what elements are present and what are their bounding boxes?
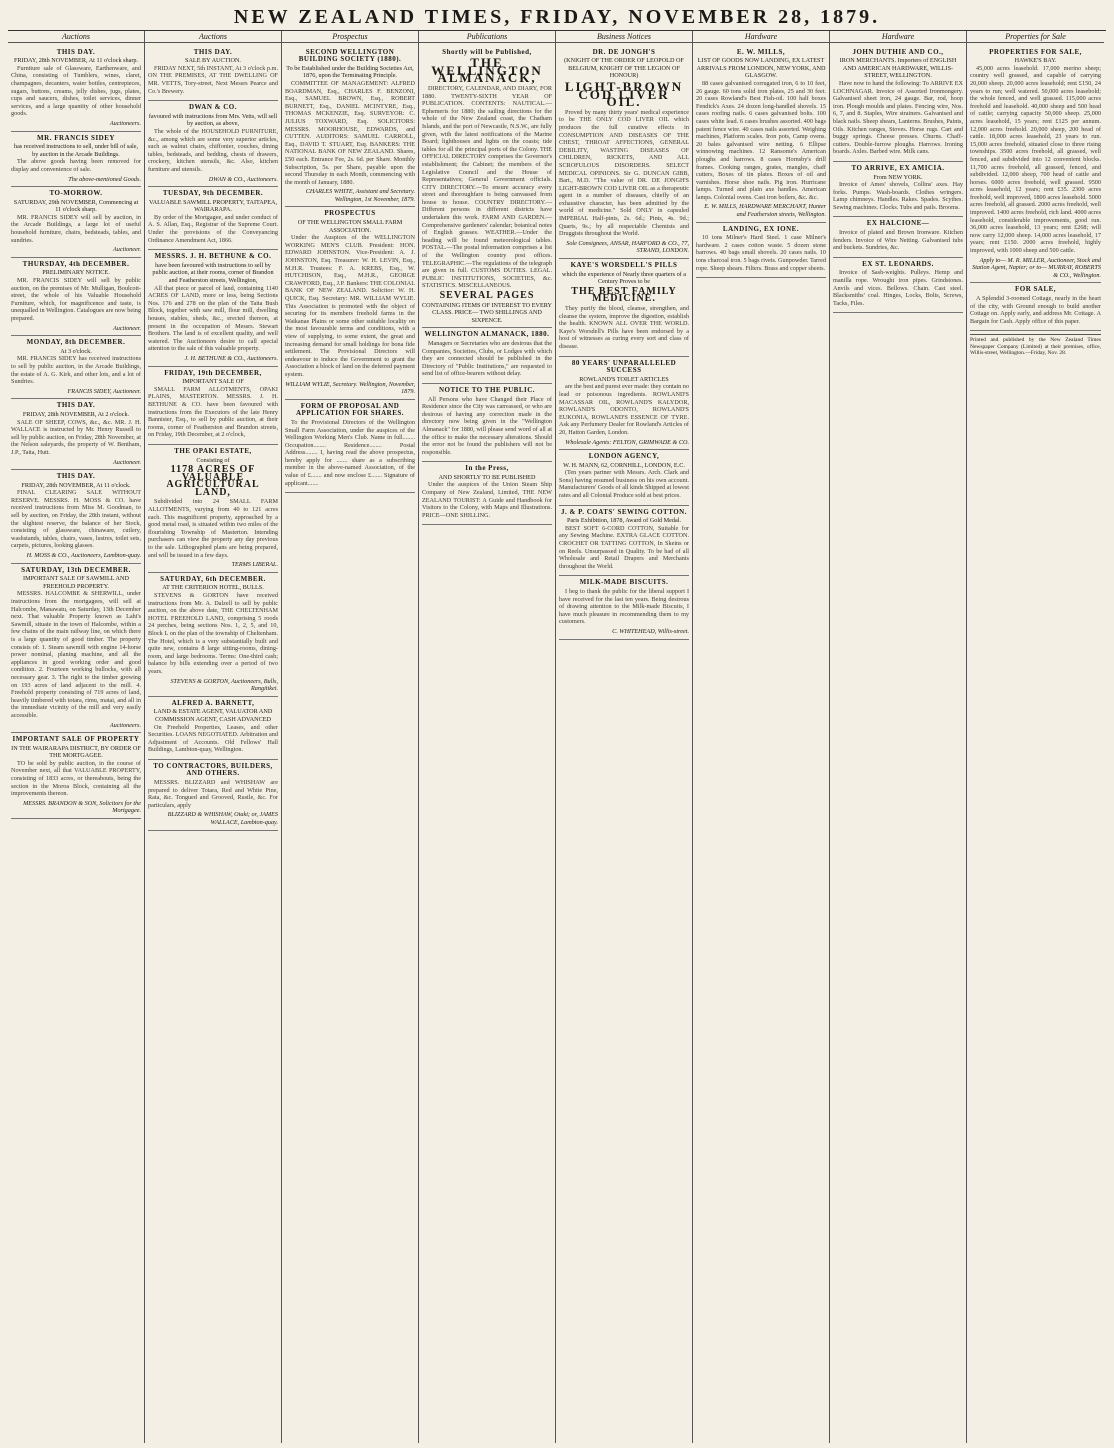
column-6 [693,31,830,1443]
ad-signature: Sole Consignees, ANSAR, HARFORD & CO., 77, STRAND, LONDON. [566,239,689,255]
ad-display-line: 1178 ACRES OF VALUABLE AGRICULTURAL LAND, [166,464,260,498]
ad-body: MESSRS. BLIZZARD and WHISHAW are prepared to deliver Totara, Red and White Pine, Rata, &c. Tongued and Grooved, Rustle, &c. For particulars, apply [148,779,278,809]
ad-signature: The above-mentioned Goods. [68,175,141,183]
ad-heading: THE OPAKI ESTATE, [174,446,252,455]
ad-body: Proved by many thirty years' medical experience to be THE ONLY COD LIVER OIL which produces the full curative effects in CONSUMPTION AND DISEASES OF THE CHEST, THROAT AFFECTIONS, GENERAL DEBILITY, WASTING DISEASES OF CHILDREN, RICKETS, AND ALL SCROFULOUS DISORDERS. SELECT MEDICAL OPINIONS. Sir G. DUNCAN GIBB, Bart., M.D. "The value of DR. DE JONGH'S LIGHT-BROWN COD LIVER OIL as a therapeutic agent in a number of diseases, chiefly of an exhaustive character, has been admitted by the world of medicine." Sold ONLY in capsuled IMPERIAL Half-pints, 2s. 6d.; Pints, 4s. 9d.; Quarts, 9s.; by all respectable Chemists and Druggists throughout the World. [559,108,689,238]
advertisement [11,733,141,819]
ad-body: On Freehold Properties, Leases, and other Securities. LOANS NEGOTIATED. Arbitration and Adjustment of Accounts. Old Fellows' Hall Buildings, Lambton-quay, Wellington. [148,723,278,754]
ad-body: Invoice of Ames' shovels, Collins' axes. Hay forks. Pumps. Wash-boards. Clothes wringers. Lamp chimneys. Handles. Rakes. Spades. Scythes. Sewing machines. Clocks. Tubs and pails. Brooms. [833,181,963,211]
ad-subheading: FRIDAY, 28th NOVEMBER, At 2 o'clock. [22,410,130,418]
advertisement [11,336,141,399]
ad-signature: FRANCIS SIDEY, Auctioneer. [67,387,141,395]
ad-heading: J. & P. COATS' SEWING COTTON. [560,507,687,516]
ad-heading: IMPORTANT SALE OF PROPERTY [12,735,140,744]
column-heading: Business Notices [556,33,692,43]
ad-signature: Auctioneers. [109,119,141,127]
ad-body: Invoice of plated and Brown Ironware. Kitchen fenders. Invoice of Wire Netting. Galvanised tubs and buckets. Sundries, &c. [833,229,963,252]
advertisement [833,46,963,162]
ad-subheading: VALUABLE SAWMILL PROPERTY, TAITAPEA, WAIRARAPA. [148,198,278,214]
column-heading: Hardware [693,33,829,43]
advertisement [422,328,552,384]
ad-body: FRIDAY NEXT, 5th INSTANT, At 3 o'clock p.m. ON THE PREMISES, AT THE DWELLING OF MR. VETTS, Tory-street, Next Messrs Pearce and Co.'s Brewery. [148,64,278,95]
ad-body: Have now to hand the following: To ARRIVE EX LOCHNAGAR. Invoice of Assorted Ironmongery. Galvanised sheet iron, 24 gauge. Bar, rod, hoop iron. Plough moulds and plates. Fencing wire, Nos. 6, 7, and 8. Staples, Wire strainers. Galvanised and black nails. Sheep shears, Lanterns. Brushes, Paints, Oils. Kitchen ranges, Stoves. Horse rugs. Cart and buggy springs. Cheese presses. Churns. Chaff-cutters. Double-furrow ploughs. Harrows. Ironing boards. Axles. Barbed wire. Milk cans. [833,79,963,156]
ad-signature: WILLIAM WYLIE, Secretary. Wellington, November, 1879. [285,380,415,396]
ad-body: TO be sold by public auction, in the course of November next, all that VALUABLE PROPERTY, consisting of 1833 acres, or thereabouts, being the section in the Moroa Block, containing all the improvements thereon. [11,759,141,798]
column-8 [967,31,1104,1443]
advertisement [559,576,689,639]
ad-heading: THIS DAY. [193,47,233,56]
advertisement [696,46,826,223]
advertisement [559,259,689,357]
ad-body: BEST SOFT 6-CORD COTTON, Suitable for any Sewing Machine. EXTRA GLACE COTTON. CROCHET OR TATTING COTTON, In Skeins or on Reels. Unsurpassed in Quality. To be had of all Wholesale and Retail Drapers and Merchants throughout the World. [559,524,689,570]
ad-body: (Ten years partner with Messrs. Arch. Clark and Sons) having resumed business on his own account. Manufacturers' Goods of all kinds Shipped at lowest rates and all Colonial Produce sold at best prices. [559,469,689,500]
ad-heading: LONDON AGENCY, [588,452,660,461]
ad-body: COMMITTEE OF MANAGEMENT: ALFRED BOARDMAN, Esq., CHARLES F. BENZONI, Esq., SAMUEL BROWN, Esq., ROBERT BURNETT, Esq., DANIEL MCINTYRE, Esq., THOMAS MCKENZIE, Esq. SURVEYOR: C. JULIUS TOXWARD, Esq. SOLICITORS: MESSRS. MOORHOUSE, EDWARDS, and CUTTEN. AUDITORS: SAMUEL CARROLL, Esq., DAVID T. STUART, Esq. BANKERS: THE NATIONAL BANK OF NEW ZEALAND. Shares, £50 each. Entrance Fee, 2s. 6d. per Share. Monthly Subscription, 5s. per Share, payable upon the second Thursday in each Month, commencing with the month of January, 1880. [285,79,415,186]
ad-subheading: IRON MERCHANTS. Importers of ENGLISH AND AMERICAN HARDWARE, WILLIS-STREET, WELLINGTON. [839,57,957,80]
advertisement [11,470,141,564]
ad-display-line: LIGHT-BROWN COD LIVER OIL. [564,78,684,110]
ad-subheading: W. H. MANN, 62, CORNHILL, LONDON, E.C. [563,461,685,469]
ad-signature: J. H. BETHUNE & CO., Auctioneers. [184,354,278,362]
ad-signature: Auctioneers. [109,721,141,729]
advertisement [559,450,689,506]
advertisement [559,357,689,451]
ad-body: Furniture sale of Glassware, Earthenware, and China, consisting of Tumblers, wines, claret, champagnes, decanters, water bottles, centrepieces, sugars, buttons, creams, jelly dishes, jugs, plates, cups and saucers, dishes, toilet services, dinner services, and a large quantity of other household goods. [11,64,141,118]
advertisement [833,258,963,314]
advertisement [422,462,552,525]
ad-signature: BLIZZARD & WHISHAW, Otaki; or, JAMES WALLACE, Lambton-quay. [167,811,278,827]
ad-heading: FOR SALE, [1014,285,1057,294]
ad-body: They purify the blood, cleanse, strengthen, and cleanse the system, improve the digestion, establish the health. KNOWN ALL OVER THE WORLD. Kaye's Worsdell's Pills have been endorsed by a host of witnesses as curing every sort and class of disease. [559,305,689,350]
ad-heading: EX ST. LEONARDS. [862,259,934,268]
ad-subheading: PRELIMINARY NOTICE. [42,269,110,277]
column-5 [556,31,693,1443]
ad-heading: FORM OF PROPOSAL AND APPLICATION FOR SHARES. [295,401,405,418]
advertisement [11,187,141,258]
ad-subheading: SALE BY AUCTION. [185,57,241,65]
ad-heading: MILK-MADE BISCUITS. [579,578,669,587]
advertisement [148,697,278,760]
ad-body: To the Provisional Directors of the Wellington Small Farm Association, under the auspices of the Wellington Working Men's Club. Name in full........ Occupation........ Residence........ Postal Address........ I, having read the above prospectus, hereby apply for ....... share as a subscribing member in the above-named Association, of the value of £....... and now enclose £....... Signature of applicant....... [285,418,415,487]
ad-heading: TO CONTRACTORS, BUILDERS, AND OTHERS. [153,761,273,778]
ad-subheading: IN THE WAIRARAPA DISTRICT, BY ORDER OF THE MORTGAGEE. [11,744,141,760]
ad-heading: TO ARRIVE, EX AMICIA. [851,163,945,172]
ad-body: MESSRS. HALCOMBE & SHERWILL, under instructions from the mortgagees, will sell at Halcombe, Manawatu, on Saturday, 13th December next. That valuable Property known as Lahi's Sawmill, situate in the town of Halcombe, within a few chains of the main railway line, on which there is a large quantity of good timber. The property consists of: 1. Steam sawmill with engine 14-horse power nominal, planing machine, and all the appliances in good working order and good condition. 2. Fourteen working bullocks, with all necessary gear. 3. The right to the timber growing on 193 acres of land adjacent to the mill. 4. Freehold property consisting of 719 acres of land, heavily timbered with totara, rimu, matai, and all in the immediate vicinity of the mill and very easily accessible. [11,590,141,719]
ad-body: By order of the Mortgagee, and under conduct of A. S. Allan, Esq., Registrar of the Supreme Court. Under the provisions of the Conveyancing Ordinance Amendment Act, 1866. [148,213,278,244]
advertisement [559,506,689,577]
ad-heading: MESSRS. J. H. BETHUNE & CO. [154,252,272,261]
ad-body: SALE OF SHEEP, COWS, &c., &c. MR. J. H. WALLACE is instructed by Mr. Henry Russell to sell by public auction, on Friday, 28th November, at the Nelson saleyards, the property of W. Bentham, J.P., Taita, Hutt. [11,418,141,456]
ad-body: are the best and purest ever made: they contain no lead or poisonous ingredients. ROWLAND'S MACASSAR OIL, ROWLAND'S KALYDOR, ROWLAND'S ODONTO, ROWLAND'S EUKONIA, ROWLAND'S ESSENCE OF TYRE. Ask any Perfumery Dealer for Rowland's Articles of 20, Hatton Garden, London. [559,383,689,436]
ad-subheading: To be Established under the Building Societies Act, 1876, upon the Terminating Principle. [286,64,414,80]
masthead: NEW ZEALAND TIMES, FRIDAY, NOVEMBER 28, 1879. [8,4,1106,31]
ad-body: Under the Auspices of the WELLINGTON WORKING MEN'S CLUB. President: HON. EDWARD JOHNSTON. Vice-President: A. J. JOHNSTON, Esq. Treasurer: W. H. LEVIN, Esq., M.H.R. Trustees: F. A. KREBS, Esq., W. HUTCHISON, Esq., M.H.R., GEORGE CRAWFORD, Esq., J.P. Bankers: THE COLONIAL BANK OF NEW ZEALAND. Solicitor: W. H. QUICK, Esq. Secretary: MR. WILLIAM WYLIE. This Association is promoted with the object of securing for its members freehold farms in the Waikanae Plains or some other suitable locality on the most favourable terms and conditions, with a view of supplying, to some extent, the great and increasing demand for small holdings for bona fide settlement. The Provisional Directors will endeavour to induce the Government to grant the Association a block of land on the deferred payment system. [285,234,416,378]
ad-signature: Apply to— M. R. MILLER, Auctioneer, Stock and Station Agent, Napier; or to— MURRAY, ROBERTS & CO., Wellington. [972,256,1101,279]
ad-signature: STEVENS & GORTON, Auctioneers, Bulls, Rangitikei. [170,677,278,693]
ad-heading: SATURDAY, 6th DECEMBER. [160,574,266,583]
ad-signature: MESSRS. BRANDON & SON, Solicitors for the Mortgagee. [23,799,141,815]
ad-signature: H. MOSS & CO., Auctioneers, Lambton-quay. [26,552,141,560]
column-4 [419,31,556,1443]
ad-subheading: HAWKE'S BAY. [1014,57,1057,65]
advertisement [970,46,1101,284]
column-3 [282,31,419,1443]
ad-body: MR. FRANCIS SIDEY will sell by auction, in the Arcade Buildings, a large lot of useful household furniture, chairs, bedsteads, tables, and sundries. [11,213,141,244]
ad-display-line: THE BEST FAMILY MEDICINE. [571,285,677,305]
column-heading: Properties for Sale [967,33,1104,43]
ad-body: Managers or Secretaries who are desirous that the Companies, Societies, Clubs, or Lodges with which they are connected should be published in the Directory of "Public Institutions," are requested to send list of office-bearers without delay. [422,339,552,378]
ad-body: Invoice of Sash-weights. Pulleys. Hemp and manilla rope. Wrought iron pipes. Grindstones. Anvils and vices. Bellows. Chain. Cast steel. Blacksmiths' coal. Hinges, Locks, Bolts, Screws, Tacks, Files. [833,269,963,307]
ad-body: All that piece or parcel of land, containing 1140 ACRES OF LAND, more or less, being Sections Nos. 176 and 278 on the plan of the Taita Bush Block, together with saw mill, flour mill, dwelling houses, stables, sheds, &c., erected thereon, at present in the occupation of Messrs. Stewart Brothers. The land is of excellent quality, and well watered. The Auctioneers desire to call special attention to the sale of this valuable property. [148,284,278,353]
ad-heading: WELLINGTON ALMANACK, 1880. [424,330,550,339]
ad-heading: MONDAY, 8th DECEMBER. [26,338,126,347]
ad-subheading: has received instructions to sell, under bill of sale, by auction in the Arcade Buildings. [13,143,139,158]
advertisement [148,101,278,187]
ad-body: Subdivided into 24 SMALL FARM ALLOTMENTS, varying from 40 to 121 acres each. This magnificent property, approached by a good metal road, is situated within two miles of the flourishing Township of Masterton. Intending purchasers can view the property any day previous to the sale. Lithographed plans are being prepared, and will be issued in a few days. [148,498,278,559]
ad-heading: THIS DAY. [56,401,96,410]
advertisement [833,217,963,257]
ad-body: 88 cases galvanised corrugated iron, 6 to 10 feet, 26 gauge. 60 tons solid iron plates, 25 and 30 feet. 20 cases Rowland's Best Fish-oil. 100 half boxes Fendick's Axes. 24 dozen long-handled shovels. 15 cases roofing nails. 6 cases galvanised bolts. 100 cases white lead. 6 cases brushes assorted. 400 bags patent fence wire. 40 cases nails assorted. Weighing machines, Platform scales. Iron pots, Camp ovens. 20 bales galvanised wire netting. 6 Ellipse winnowing machines. 12 Ransome's American ploughs and harrows. 8 cases Hornsby's drill frames. Cooking ranges, grates, mangles, chaff cutters, Boxes of tin plates. Boxes of oil and varnishes. Horse shoe nails. Pig iron. Hurricane lamps. Turned and plain axe handles. American lamps. Colonial ovens. Cast iron boilers, &c. &c. [696,79,826,201]
ad-body: FINAL CLEARING SALE WITHOUT RESERVE. MESSRS. H. MOSS & CO. have received instructions from Miss M. Goodman, to sell by auction, on Friday, the 28th instant, without the slightest reserve, the balance of her Stock, consisting of glassware, chinaware, cutlery, washstands, tables, chairs, vases, lustres, toilet sets, carpets, pictures, looking glasses. [11,489,141,550]
ad-extra: CONTAINING ITEMS OF INTEREST TO EVERY CLASS. PRICE— TWO SHILLINGS AND SIXPENCE. [422,301,552,324]
column-heading: Auctions [8,33,144,43]
column-2 [145,31,282,1443]
ad-heading: ALFRED A. BARNETT, [171,698,255,707]
ad-subheading: ROWLAND'S TOILET ARTICLES [579,375,669,383]
ad-heading: EX HALCIONE— [866,219,930,228]
advertisement [148,187,278,250]
ad-heading: In the Press, [465,464,509,473]
ad-subheading: which the experience of Nearly three quarters of a Century Proves to be [561,270,687,286]
ad-body: STEVENS & GORTON have received instructions from Mr. A. Dalzell to sell by public auction, on the above date, THE CHELTENHAM HOTEL FREEHOLD LAND, comprising 5 roods 24 perches, being sections Nos. 1, 2, 5, and 10, Block L on the plan of the township of Cheltenham. The Hotel, which is a very substantially built and quite new, contains 8 large sitting-rooms, dining-room, and large bedrooms. Terms: One-third cash; balance by bills extending over a period of two years. [148,592,278,675]
ad-body: All Persons who have Changed their Place of Residence since the City was canvassed, or who are desirous of having any correction made in the directory now being given in the "Wellington Almanack" for 1880, will please send word of all at the office to make the necessary alterations. Should the error not be found the publishers will not be responsible. [422,395,552,456]
ad-body: I beg to thank the public for the liberal support I have received for the last ten years. Being desirous of drawing attention to the Milk-made Biscuits, I have much pleasure in recommending them to my customers. [559,588,689,626]
advertisement [148,367,278,445]
advertisement [970,283,1101,331]
advertisement [148,760,278,831]
advertisement [11,399,141,470]
ad-heading: DWAN & CO. [189,103,237,112]
ad-signature: CHARLES WHITE, Assistant and Secretary. Wellington, 1st November, 1879. [305,188,415,203]
ad-signature: Auctioneer. [112,246,141,254]
ad-body: SMALL FARM ALLOTMENTS, OPAKI PLAINS, MASTERTON. MESSRS. J. H. BETHUNE & CO. have been favoured with instructions from the Executors of the late Henry Bannister, Esq., to sell by public auction, at their rooms, corner of Featherston and Brandon streets, on Friday, 19th December, at 2 o'clock, [148,385,278,439]
column-heading: Hardware [830,33,966,43]
ad-signature: C. WHITEHEAD, Willis-street. [612,627,689,635]
ad-subheading: (KNIGHT OF THE ORDER OF LEOPOLD OF BELGIUM, KNIGHT OF THE LEGION OF HONOUR) [564,57,684,80]
ad-subheading: AT THE CRITERION HOTEL, BULLS. [162,584,264,592]
ad-heading: Shortly will be Published, [442,47,532,56]
ad-signature: TERMS LIBERAL. [231,561,278,569]
ad-signature: Auctioneer. [112,458,141,466]
advertisement [148,250,278,366]
ad-heading: NOTICE TO THE PUBLIC. [438,385,536,394]
ad-subheading: OF THE WELLINGTON SMALL FARM ASSOCIATION. [297,219,403,234]
ad-heading: SATURDAY, 13th DECEMBER. [21,565,131,574]
ad-body: A Splendid 3-roomed Cottage, nearly in the heart of the city, with Ground enough to build another Cottage on. Apply early, and address Mr. Cottage. A Bargain for Cash. Apply office of this paper. [970,295,1101,325]
ad-heading: THURSDAY, 4th DECEMBER. [22,259,130,268]
ad-heading: KAYE'S WORSDELL'S PILLS [570,261,678,270]
ad-display-line: THE WELLINGTON ALMANACK, [431,55,543,86]
column-heading: Publications [419,33,555,43]
ad-heading: LANDING, EX IONE. [722,224,800,233]
ad-subheading: AND SHORTLY TO BE PUBLISHED [438,473,536,481]
columns-container [8,31,1106,1443]
column-7 [830,31,967,1443]
advertisement [11,46,141,132]
ad-heading: FRIDAY, 19th DECEMBER, [164,368,262,377]
ad-heading: TUESDAY, 9th DECEMBER. [162,189,264,198]
ad-signature: DWAN & CO., Auctioneers. [208,175,278,183]
advertisement [559,46,689,259]
ad-body: MR. FRANCIS SIDEY has received instructions to sell by public auction, in the Arcade Buildings, the estate of A. G. Kirk, and other lots, and a lot of Sundries. [11,355,141,386]
ad-subheading: favoured with instructions from Mrs. Vetts, will sell by auction, as above, [148,112,278,128]
advertisement [11,132,141,188]
ad-subheading: FRIDAY, 28th NOVEMBER, At 11 o'clock sharp. [13,57,139,65]
column-1 [8,31,145,1443]
ad-body: 45,000 acres leasehold. 17,000 merino sheep; country well grassed, and capable of carrying 20,000 sheep. 20,000 acres leasehold; rent £150, 24 years to run; well watered. 50,000 acres leasehold; the whole fenced, and well grassed. 115,000 acres freehold and leasehold. 40,000 sheep and 500 head of cattle; carrying capacity 50,000 sheep. 25,000 acres leasehold, 15 years; rent £125 per annum. 12,000 acres freehold. 20,000 sheep, 200 head of cattle. 18,000 acres leasehold, 23 years to run. 15,000 acres freehold, situated close to three rising townships. 3500 acres freehold, all grassed, well fenced, and subdivided into 12 convenient blocks. 11,700 acres freehold, all grassed, fenced, and subdivided. 12,000 sheep, 700 head of cattle and horses. 6000 acres freehold, well grassed. 9500 acres leasehold, 12 years; rent £35. 2300 acres freehold, well improved, 1800 acres leasehold. 5000 acres freehold, all grassed. 2000 acres freehold, well improved. 1400 acres freehold, rich land. 4000 acres leasehold, considerable improvements, good run. 36,000 acres leasehold, 13 years; rent £268; will now carry 12,000 sheep. 14,000 acres leasehold, 17 years; rent £150. 2000 acres freehold, highly improved, with 1000 sheep and 500 cattle. [970,64,1101,255]
ad-display-line: SEVERAL PAGES [439,290,535,301]
advertisement [285,207,415,399]
ad-heading: PROPERTIES FOR SALE, [989,47,1082,56]
advertisement [11,564,141,733]
advertisement [148,573,278,697]
ad-subheading: SATURDAY, 29th NOVEMBER, Commencing at 11 o'clock sharp. [13,198,139,214]
advertisement [285,46,415,208]
ad-subheading: LAND & ESTATE AGENT, VALUATOR AND COMMISSION AGENT, CASH ADVANCED [153,708,273,723]
ad-body: 10 tons Milner's Hard Steel. 1 case Milner's hardware. 2 cases cotton waste. 5 dozen stone barrows. 40 bags small shovels. 20 cases nails. 10 tons charcoal iron. 5 bags rivets. Gunpowder. Tarred rope. Sheep shears. Filters. Brass and copper sheets. [696,234,826,272]
ad-heading: SECOND WELLINGTON BUILDING SOCIETY (1880). [298,47,402,64]
advertisement [148,46,278,102]
ad-heading: E. W. MILLS, [736,47,786,56]
ad-heading: PROSPECTUS [324,209,376,218]
ad-heading: DR. DE JONGH'S [592,47,656,56]
ad-subheading: Consisting of [196,456,230,464]
ad-signature: Wholesale Agents: FELTON, GRIMWADE & CO. [565,438,689,446]
ad-subheading: IMPORTANT SALE OF SAWMILL AND FREEHOLD PROPERTY. [23,575,129,590]
imprint-footer: Printed and published by the New Zealand Times Newspaper Company (Limited) at their premises, office, Willis-street, Wellington.—Friday, Nov. 28. [970,334,1101,357]
ad-subheading: Paris Exhibition, 1878, Award of Gold Medal. [566,517,682,525]
ad-subheading: From NEW YORK. [873,173,923,181]
ad-body: MR. FRANCIS SIDEY will sell by public auction, on the premises of Mr. Mulligan, Boulcott-street, the whole of his Valuable Household Furniture, which, for magnificence and taste, is unequalled in Wellington. Catalogues are now being prepared. [11,277,141,322]
ad-signature: E. W. MILLS, HARDWARE MERCHANT, Hunter and Featherston streets, Wellington. [704,203,826,219]
ad-heading: JOHN DUTHIE AND CO., [852,47,944,56]
advertisement [11,258,141,336]
ad-signature: Auctioneer. [112,324,141,332]
ad-heading: THIS DAY. [56,472,96,481]
ad-subheading: LIST OF GOODS NOW LANDING, EX LATEST ARRIVALS FROM LONDON, NEW YORK, AND GLASGOW. [696,57,826,80]
ad-heading: MR. FRANCIS SIDEY [37,133,115,142]
column-heading: Auctions [145,33,281,43]
ad-heading: TO-MORROW. [49,189,103,198]
ad-subheading: have been favoured with instructions to sell by public auction, at their rooms, corner of Brandon and Featherston streets, Wellington, [152,261,274,285]
ad-body: Under the auspices of the Union Steam Ship Company of New Zealand, Limited, THE NEW ZEALAND TOURIST: A Guide and Handbook for Visitors to the Colony, with Maps and Illustrations. PRICE—ONE SHILLING. [422,481,552,519]
ad-subheading: FRIDAY, 28th NOVEMBER, At 11 o'clock. [21,481,131,489]
advertisement [696,223,826,279]
ad-heading: 80 YEARS' UNPARALLELED SUCCESS [571,358,677,375]
advertisement [422,46,552,329]
ad-body: DIRECTORY, CALENDAR, AND DIARY, FOR 1880. TWENTY-SIXTH YEAR OF PUBLICATION. CONTENTS: NAUTICAL.—Ephemeris for 1880; the sailing directions for the whole of the New Zealand coast, the Chatham Islands, and the port of Newcastle, N.S.W., are fully given, with the latest notifications of the Marine Board; lighthouses and lights on the coasts; tide tables for all the principal ports of the Colony. THE OFFICIAL DIRECTORY comprises the Governor's establishment; the Cabinet; the members of the Legislative Council and the House of Representatives; General Government officials. CITY DIRECTORY.—To ensure accuracy every street and thoroughfare is being canvassed from house to house. COUNTRY DIRECTORY.—Different persons in different districts have undertaken this work. FARM AND GARDEN.—Comprehensive gardeners' calendar; botanical notes of English grasses. WEATHER.—Under the heading will be found meteorological tables. POSTAL.—The postal information comprises a list of the Wellington country post offices. TELEGRAPHIC.—The regulations of the telegraph are given in full. CUSTOMS DUTIES. LEGAL. PUBLIC INSTITUTIONS, SOCIETIES, &c. STATISTICS. MISCELLANEOUS. [422,84,552,290]
advertisement [148,445,278,573]
ad-subheading: IMPORTANT SALE OF [182,378,244,386]
column-heading: Prospectus [282,33,418,43]
advertisement [833,162,963,218]
ad-body: The above goods having been removed for display and convenience of sale. [11,158,141,173]
ad-body: The whole of the HOUSEHOLD FURNITURE, &c., among which are some very superior articles, such as walnut chairs, chiffonier, couches, dining tables, bedsteads, and bedding, chests of drawers, crockery, kitchen utensils, &c. Also, kitchen furniture and utensils. [148,127,278,173]
ad-subheading: At 3 o'clock. [60,347,92,355]
advertisement [422,384,552,462]
ad-heading: THIS DAY. [56,47,96,56]
advertisement [285,400,415,494]
